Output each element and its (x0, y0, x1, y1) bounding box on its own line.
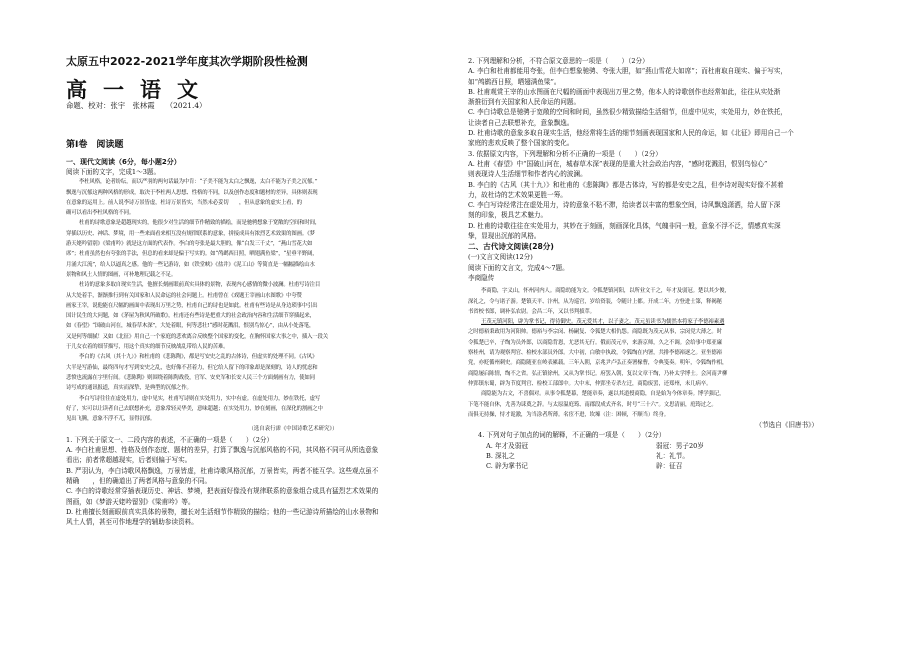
left-body (66, 137, 460, 527)
exam-title: 太原五中2022-2021学年度其次学期阶段性检测 (66, 55, 308, 68)
q2-line: 让读者自己去联想补充，意象飘逸。 (468, 118, 574, 127)
q2-line: 家庭的悲欢反映了整个国家的变化。 (468, 139, 574, 148)
q2-line: 渐推衍到有关国家和人民命运的问题。 (468, 98, 581, 107)
essay-line: 席”；杜甫虽然也有夸张的手法，但总的看来却是偏于写实的。如“鸬鹚西日照，晒翅满鱼梁”，“星垂平野阔， (66, 251, 318, 258)
essay-line: 李白的《古风（其十九）》和杜甫的《悲陈陶》，都是写安史之乱的古体诗，但虚实的处理不同。《古风》 (79, 354, 318, 361)
instruction: 阅读下面的文字，完成1～3题。 (66, 168, 161, 176)
q2-line: B. 杜甫观赏王宰的山水图画在尺幅的画面中表现出万里之势，他本人的诗歌创作也经常如此，往往从实处渐 (468, 87, 781, 96)
q4-option (478, 451, 868, 461)
essay-line: 飘逸与沉郁这两种风格的形成，取决于李杜两人思想、性格的不同，以及创作态度和题材的差异，具体则表现 (66, 189, 318, 196)
classical-line: 商隐能为古文，不喜偶对。从事令狐楚幕，楚能章奏，遂以其道授商隐，自是始为今体章奏。博学强记， (481, 391, 725, 398)
essay-line: 确可以看出李杜风格的不同。 (66, 210, 135, 217)
q1-line: 精确 ，但的确道出了两者风格与意象的不同。 (66, 476, 212, 485)
q2-line: 如“鸬鹚西日照，晒翅满鱼梁”。 (468, 77, 561, 86)
q4-option-sentence: C. 辟为掌书记 (486, 462, 528, 471)
essay-line: 从大处着手，渐渐推行到有关国家和人民命运的社会问题上。杜甫曾在《戏题王宰画山水图歌》中夸赞 (66, 292, 302, 299)
sec1-title: 一、现代文阅读（6分，每小题2分） (66, 158, 181, 166)
essay-line: 景物和风土人情的图画，可补地理记载之不足。 (66, 271, 177, 278)
q2-line: C. 李白诗歌总是驰骋于宽敞的空间和时间，虽然很少精致描绘生活细节，但虚中见实，实处用力，妙在铁托， (468, 108, 787, 117)
q3-line: A. 杜甫《春望》中“国破山河在，城春草木深”表现的是重大社会政治内容，“感时花溅泪，恨别鸟惊心” (468, 159, 768, 168)
q4-option-sentence: B. 深礼之 (486, 451, 515, 460)
classical-source: （节选自《旧唐书》） (755, 421, 818, 430)
q1-line: 图画，如《梦游天姥吟留别》《梁甫吟》等。 (66, 497, 195, 506)
q1-line: C. 李白的诗歌经常穿插表现历史、神话、梦境，把表面好像没有规律联系的意象组合成具有猛烈艺术效果的 (66, 487, 379, 496)
classical-passage (468, 286, 868, 420)
q4-option-gloss: 弱冠：男子20岁 (656, 441, 704, 450)
q1-line: A. 李白杜甫思想、性格及创作态度、题材的差异，打算了飘逸与沉郁风格的不同，其风格不同可从所选意象 (66, 446, 379, 455)
authors-line: 命题、校对：张宇 张林霞 （2021.4） (66, 101, 207, 110)
q4-option-sentence: A. 年才及弱冠 (486, 441, 528, 450)
q1-line: D. 杜甫擅长刻画眼前真实具体的景物，擅长对生活细节作精致的描绘；他的一些记游诗所描绘的山水景物和 (66, 507, 379, 516)
q4-option (478, 461, 868, 471)
essay-line: 穿插以历史、神话、梦境，用一些来面看来相互没有规律联系的意象，拼接成具有浓烈艺术效果的图画。《梦 (66, 230, 315, 237)
sec2-title: 二、古代诗文阅读(28分) (468, 242, 554, 252)
essay-line: 见出飞腾，意象不浮不兀，显得沉郁。 (66, 416, 156, 423)
subject-title: 高一语文 (66, 78, 214, 102)
essay-line: 杜诗的意象多取自现实生活，他擅长刻画眼前真实具体的景物，表现内心感情的微小波澜。杜甫写诗注目 (79, 282, 321, 289)
essay (66, 177, 460, 424)
classical-line: 仲郢镇东蜀，辟为节度判官、检校工部郎中。大中末，仲郢坐专杀左迁，商隐废罢，还郑州，未几病卒。 (468, 380, 712, 387)
essay-line: 于儿女衣着的细节描写，用这个真实的细节反映战乱带给人民的苦难。 (66, 344, 229, 351)
classical-line: 下笔不能自休，尤善为诔奠之辞。与太原温庭筠、南郡段成式齐名，时号“三十六”。文思清丽，庭筠过之。 (468, 401, 717, 408)
essay-source: （选自袁行霈《中国诗歌艺术研究》） (248, 426, 338, 433)
classical-line: 察桂州，请为观察判官、检校水部员外郎。大中初，白敏中执政，令狐绹在内署，共排李德裕逐之。亚坐德裕 (468, 350, 722, 357)
question-4 (468, 430, 868, 471)
essay-line: 游天姥吟留别》《梁甫吟》就是这方面的代表作。李白的夸张是最大胆的，像“白发三千丈”，“燕山雪花大如 (66, 241, 313, 248)
q4-option-gloss: 礼：礼节。 (656, 451, 689, 460)
q3-line: D. 杜甫的诗歌往往在实处用力，其妙在于刻画，刻画深化具体，气魄非同一般，意象不浮不泛，情感真实深 (468, 221, 781, 230)
q4-option (478, 441, 868, 451)
essay-line: 大半是写游仙，最终四句才写到安史之乱，也好像不甚着力，但它给人留下的印象却是深刻的，诗人的忧虑和 (66, 364, 318, 371)
essay-line: 悲愤也流露在字里行间。《悲陈陶》则围绕着陈陶战役，官军、安史军和长安人民三个方面刻画有力，使如同 (66, 374, 315, 381)
question-2 (468, 56, 868, 149)
q1-line: 看出；前者常超越现实，后者则偏于写实。 (66, 456, 192, 465)
essay-line: 在意象的运用上。前人说李诗万景皆虚，杜诗万景皆实，当然未必妥切 ，但从意象的虚实上看，的 (66, 199, 302, 206)
q3-stem: 3. 依据原文内容，下列理解和分析不正确的一项是（ ）（2分） (468, 149, 662, 158)
q4-option-gloss: 辟：征召 (656, 462, 683, 471)
essay-line: 画家王宰，说他能在尺幅的画面中表现出万里之势，杜甫自己的诗也是如此。杜甫有些诗是从身边琐事中引出 (66, 302, 318, 309)
part1-title: 第Ⅰ卷 阅读题 (66, 140, 124, 150)
q3-line: 挚，显现出沉郁的风格。 (468, 232, 541, 241)
q1-stem: 1. 下列关于原文一、二段内容的表述，不正确的一项是（ ）（2分） (66, 435, 274, 444)
q1-line: 风土人情，甚至可作地理学的辅助参读资料。 (66, 518, 198, 527)
passage-name: 李商隐传 (468, 273, 495, 282)
question-3 (468, 149, 868, 242)
q4-stem: 4. 下列对句子加点的词的解释，不正确的一项是（ ）（2分） (478, 431, 666, 440)
classical-line: 而俱无持操，恃才诡激，为当涂者所薄。名宦不进，坎壈（注：困顿，不顺当）终身。 (468, 411, 670, 418)
q2-line: D. 杜甫诗歌的意象多取自现实生活，他经常将生活的细节刻画表现国家和人民的命运，如《北征》即用自己一个 (468, 129, 794, 138)
essay-line: 月涌大江流”，给人以逼真之感。他的一些记游诗，如《铁堂峡》《盐井》《泥工山》等简直是一幅幅描绘山水 (66, 261, 315, 268)
classical-line: 李商隐，字义山，怀州河内人。商隐幼能为文。令狐楚镇河阳，以所业文干之，年才及弱冠。楚以其少俊， (481, 288, 730, 295)
q1-line: B. 严羽认为，李白诗歌风格飘逸，万景皆虚，杜甫诗歌风格沉郁，万景皆实，两者不能互学。这些观点虽不 (66, 466, 379, 475)
q3-line: 则表现诗人生活细节和作者内心的波澜。 (468, 170, 587, 179)
q3-line: 刻的印象，极具艺术魅力。 (468, 211, 548, 220)
q3-line: 力，故杜诗的艺术效果更胜一筹。 (468, 190, 567, 199)
sub-section-title: (一)文言文阅读(12分) (468, 253, 533, 262)
instruction-2: 阅读下面的文言文，完成4～7题。 (468, 263, 569, 272)
classical-line: 令狐楚已卒，子绹为员外郎，以商隐背恩，尤恶其无行。俄而茂元卒，来游京师，久之不调。会给事中郑亚廉 (468, 339, 722, 346)
q3-line: C. 李白写诗经常注在虚处用力，诗的意象不粘不滞，给读者以丰富的想象空间，诗风飘逸潇洒，给人留下深 (468, 201, 781, 210)
question-1 (66, 435, 460, 528)
classical-line: 书省校书郎，调补弘农尉。会昌二年，又以书判拔萃。 (468, 308, 595, 315)
right-body (468, 56, 868, 472)
essay-line: 诗写成的通讯报道，真实而深挚，是典型的沉郁之作。 (66, 385, 192, 392)
essay-line: 李杜风格，论者纷纭，而以严羽的两句话最为中肯：“子美不能为太白之飘逸，太白不能为子美之沉郁。” (79, 179, 318, 186)
essay-line: 杜甫的诗歌意象是超越现实的，他很少对生活的细节作精致的描绘，而是驰骋想象于宽敞的空间和时间， (79, 220, 321, 227)
essay-line: 如《春望》“国破山河在，城春草木深”，大处着眼，何等悲壮!“感时花溅泪，恨别鸟惊心”，由从小处落笔， (66, 323, 315, 330)
classical-line: 深礼之，令与诸子游。楚镇天平、汴州，从为巡官，岁给资装，令随计上都。开成二年，方登进士第，释褐秘 (468, 298, 722, 305)
essay-line: 国计民生的大问题，如《茅屋为秋风所破歌》，杜甫还有些诗是把重大的社会政治内容和生活细节穿插起来， (66, 313, 315, 320)
classical-line: 王茂元镇河阳，辟为掌书记，得待御史。茂元爱其才，以子妻之。茂元虽读书为儒然本将家子李德裕素遇 (481, 319, 725, 326)
classical-line: 党，亦贬循州刺史。商隐随亚在岭表累载。三年入朝，京兆尹卢弘正奏署椽曹，令典笺奏。明年，令狐绹作相， (468, 360, 728, 367)
q3-line: B. 李白的《古风（其十九）》和杜甫的《悲陈陶》都是古体诗，写的都是安史之乱，但李诗对现实好像不甚着 (468, 180, 784, 189)
q2-stem: 2. 下列理解和分析，不符合原文意思的一项是（ ）（2分） (468, 57, 649, 65)
essay-line: 又是何等细腻！又如《北征》用自己一个家庭的悲欢离合反映整个国家的变化，在胸怀国家大事之中，插入一段关 (66, 333, 329, 340)
q2-line: A. 李白和杜甫都能用夸张，但李白想象驰骋、夸张大胆，如“燕山雪花大如席”；而杜甫取自现实、偏于写实， (468, 67, 788, 76)
classical-line: 之时德裕秉政用为河阳帅。德裕与李宗闵、杨嗣复、令狐楚大相仇怨。商隐既为茂元从事，宗闵党大薄之。时 (468, 329, 722, 336)
essay-line: 李白写诗往往在虚处用力，虚中见实，杜甫写诗则在实处用力，实中有虚。在虚处用力，妙在铁托，虚写 (79, 395, 321, 402)
classical-line: 商隐屡启陈情，绹不之省。弘正镇徐州，又从为掌书记。府罢入朝，复以文章干绹，乃补太学博士。会河南尹柳 (468, 370, 728, 377)
essay-line: 好了，实可以让读者自己去联想补充，意象常轻灵华美，意味超越；在实处用力，妙在刻画，在深化的割画之中 (66, 405, 323, 412)
